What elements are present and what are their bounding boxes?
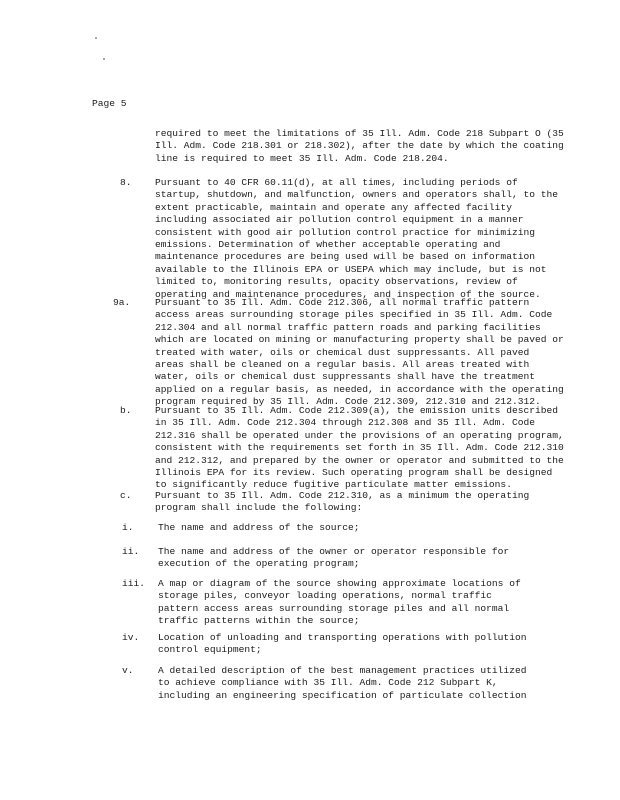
scan-speck [95, 37, 97, 39]
condition-8-text: Pursuant to 40 CFR 60.11(d), at all times, including periods of startup, shutdown, and malfunction, owners and operators shall, to the extent practicable, maintain and operate any affected facility including associated air pollution control equipment in a manner consistent with good air pollution control practice for minimizing emissions. Determination of whether acceptable operating and maintenance procedures are being used will be based on information available to the Illinois EPA or USEPA which may include, but is not limited to, monitoring results, opacity observations, review of operating and maintenance procedures, and inspection of the source. [155, 177, 559, 300]
condition-9a-text: Pursuant to 35 Ill. Adm. Code 212.306, all normal traffic pattern access areas surrounding storage piles specified in 35 Ill. Adm. Code 212.304 and all normal traffic pattern roads and parking facilities which are located on mining or manufacturing property shall be paved or treated with water, oils or chemical dust suppressants. All paved areas shall be cleaned on a regular basis. All areas treated with water, oils or chemical dust suppressants shall have the treatment applied on a regular basis, as needed, in accordance with the operating program required by 35 Ill. Adm. Code 212.309, 212.310 and 212.312. [155, 297, 564, 408]
condition-number-9a: 9a. [113, 297, 131, 308]
condition-9b-text: Pursuant to 35 Ill. Adm. Code 212.309(a), the emission units described in 35 Ill. Adm. Code 212.304 through 212.308 and 35 Ill. Adm. Code 212.316 shall be operated under the provisions of an operating program, consistent with the requirements set forth in 35 Ill. Adm. Code 212.310 and 212.312, and prepared by the owner or operator and submitted to the Illinois EPA for its review. Such operating program shall be designed to significantly reduce fugitive particulate matter emissions. [155, 405, 564, 491]
sub-item-iv-text: Location of unloading and transporting operations with pollution control equipment; [158, 632, 527, 656]
sub-item-ii-text: The name and address of the owner or operator responsible for execution of the operating program; [158, 546, 510, 570]
sub-item-v-text: A detailed description of the best management practices utilized to achieve compliance with 35 Ill. Adm. Code 212 Subpart K, including an engineering specification of particulate collection [158, 665, 527, 701]
sub-item-number-iii: iii. [122, 578, 146, 589]
sub-item-number-iv: iv. [122, 632, 140, 643]
continued-paragraph: required to meet the limitations of 35 Ill. Adm. Code 218 Subpart O (35 Ill. Adm. Code 218.301 or 218.302), after the date by which the coating line is required to meet 35 Ill. Adm. Code 218.204. [155, 128, 564, 164]
scan-speck [103, 58, 105, 60]
condition-number-9b: b. [120, 405, 132, 416]
sub-item-number-v: v. [122, 665, 134, 676]
sub-item-iii-text: A map or diagram of the source showing approximate locations of storage piles, conveyor loading operations, normal traffic pattern access areas surrounding storage piles and all normal traffic patterns within the source; [158, 578, 521, 627]
page-number: Page 5 [92, 98, 127, 109]
sub-item-number-ii: ii. [122, 546, 140, 557]
condition-9c-text: Pursuant to 35 Ill. Adm. Code 212.310, as a minimum the operating program shall include the following: [155, 490, 530, 514]
sub-item-i-text: The name and address of the source; [158, 522, 360, 533]
condition-number-8: 8. [120, 177, 132, 188]
sub-item-number-i: i. [122, 522, 134, 533]
condition-number-9c: c. [120, 490, 132, 501]
